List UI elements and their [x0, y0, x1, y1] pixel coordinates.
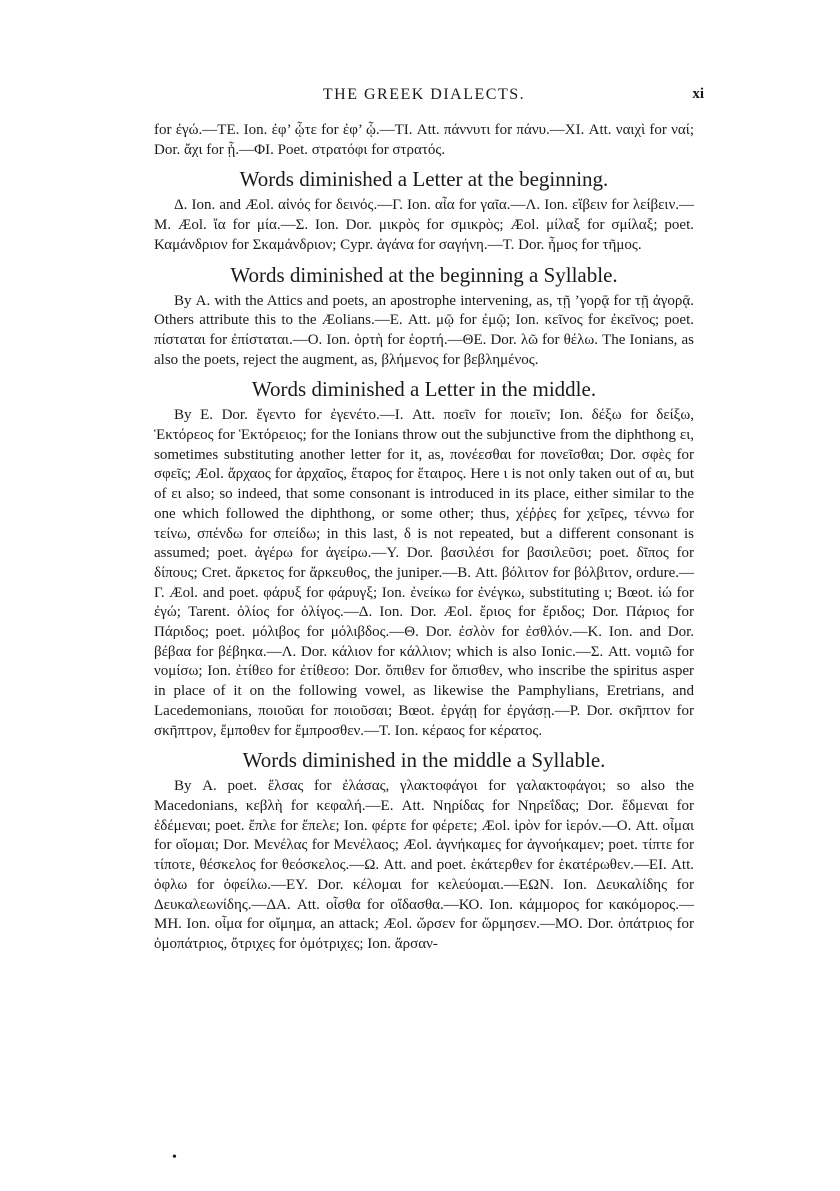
page-title: THE GREEK DIALECTS.: [322, 86, 526, 103]
section-heading: Words diminished in the middle a Syllable.: [242, 748, 606, 773]
section-paragraph: Δ. Ion. and Æol. αἰνός for δεινός.—Γ. Ion. αἶα for γαῖα.—Λ. Ion. εἴβειν for λείβειν.—Μ. Æol. ἴα for μία.—Σ. Ion. Dor. μικρὸς for σμικρὸς; Æol. μίλαξ for σμίλαξ; poet. Καμάνδριον for Σκαμάνδριον; Cypr. ἀγάνα for σαγήνη.—Τ. Dor. ἦμος for τῆμος.: [154, 197, 694, 253]
section-paragraph: By Α. poet. ἔλσας for ἐλάσας, γλακτοφάγοι for γαλακτοφάγοι; so also the Macedonians, κεβλὴ for κεφαλή.—Ε. Att. Νηρίδας for Νηρεΐδας; Dor. ἔδμεναι for ἐδέμεναι; poet. ἔπλε for ἔπελε; Ion. φέρτε for φέρετε; Æol. ἰρὸν for ἱερόν.—Ο. Att. οἶμαι for οἴομαι; Dor. Μενέλας for Μενέλαος; Æol. ἀγνήκαμες for ἀγνοήκαμεν; poet. τίπτε for τίποτε, θέσκελος for θεόσκελος.—Ω. Att. and poet. ἑκάτερθεν for ἑκατέρωθεν.—ΕΙ. Att. ὀφλω for ὀφείλω.—ΕΥ. Dor. κέλομαι for κελεύομαι.—ΕΩΝ. Ion. Δευκαλίδης for Δευκαλεωνίδης.—ΔΑ. Att. οἶσθα for οἴδασθα.—ΚΟ. Ion. κάμμορος for κακόμορος.—ΜΗ. Ion. οἶμα for οἴμημα, an attack; Æol. ὤρσεν for ὥρμησεν.—ΜΟ. Dor. ὀπάτριος for ὁμοπάτριος, ὄτριχες for ὁμότριχες; Ion. ἄρσαν-: [154, 778, 694, 952]
section-heading: Words diminished at the beginning a Syllable.: [230, 262, 618, 287]
intro-paragraph: for ἐγώ.—ΤΕ. Ion. ἐφ’ ᾧτε for ἐφ’ ᾧ.—ΤΙ. Att. πάννυτι for πάνυ.—ΧΙ. Att. ναιχὶ for ναί; Dor. ἄχι for ᾗ.—ΦΙ. Poet. στρατόφι for στρατός.: [154, 122, 694, 158]
page-body: [154, 121, 694, 955]
section-paragraph: By Ε. Dor. ἔγεντο for ἐγενέτο.—Ι. Att. ποεῖν for ποιεῖν; Ion. δέξω for δείξω, Ἑκτόρεος for Ἑκτόρειος; for the Ionians throw out the subjunctive from the diphthong ει, sometimes substituting another letter for it, as, πονέεσθαι for πονεῖσθαι; Dor. σφὲς for σφεῖς; Æol. ἄρχαος for ἀρχαῖος, ἔταρος for ἕταιρος. Here ι is not only taken out of αι, but of ει also; so indeed, that some consonant is introduced in its place, either similar to the one which followed the diphthong, or some other; thus, χέῤῥες for χεῖρες, τέννω for τείνω, σπένδω for σπείδω; in this last, δ is not repeated, but a different consonant is assumed; poet. ἀγέρω for ἀγείρω.—Υ. Dor. βασιλέσι for βασιλεῦσι; poet. δῖπος for δίπους; Cret. ἄρκετος for ἄρκευθος, the juniper.—Β. Att. βόλιτον for βόλβιτον, ordure.—Γ. Æol. and poet. φάρυξ for φάρυγξ; Ion. ἐνείκω for ἐνέγκω, substituting ι; Bœot. ἰώ for ἐγώ; Tarent. ὀλίος for ὀλίγος.—Δ. Ion. Dor. Æol. ἔριος for ἔριδος; Dor. Πάριος for Πάριδος; poet. μόλιβος for μόλιβδος.—Θ. Dor. ἐσλὸν for ἐσθλόν.—Κ. Ion. and Dor. βέβαα for βέβηκα.—Λ. Dor. κάλιον for κάλλιον; which is also Ionic.—Σ. Att. νομιῶ for νομίσω; Ion. ἐτίθεο for ἐτίθεσο: Dor. ὄπιθεν for ὄπισθεν, who inscribe the spiritus asper in place of it on the following vowel, as likewise the Pamphylians, Eretrians, and Lacedemonians, ποιοῦαι for ποιοῦσαι; Bœot. ἐργάῃ for ἐργάσῃ.—Ρ. Dor. σκῆπτον for σκῆπτρον, ἔμποθεν for ἔμπροσθεν.—Τ. Ion. κέραος for κέρατος.: [154, 407, 694, 739]
running-head: [154, 86, 704, 106]
section-heading: Words diminished a Letter at the beginning.: [239, 167, 609, 192]
section-heading: Words diminished a Letter in the middle.: [251, 377, 597, 402]
page-mark: •: [172, 1150, 177, 1165]
page-number: xi: [692, 86, 704, 102]
section-paragraph: By Α. with the Attics and poets, an apostrophe intervening, as, τῇ ’γορᾷ for τῇ ἀγορᾷ. Others attribute this to the Æolians.—Ε. Att. μῷ for ἐμῷ; Ion. κεῖνος for ἐκεῖνος; poet. πίσταται for ἐπίσταται.—Ο. Ion. ὀρτὴ for ἑορτή.—ΘΕ. Dor. λῶ for θέλω. The Ionians, as also the poets, reject the augment, as, βλήμενος for βεβλημένος.: [154, 292, 694, 368]
